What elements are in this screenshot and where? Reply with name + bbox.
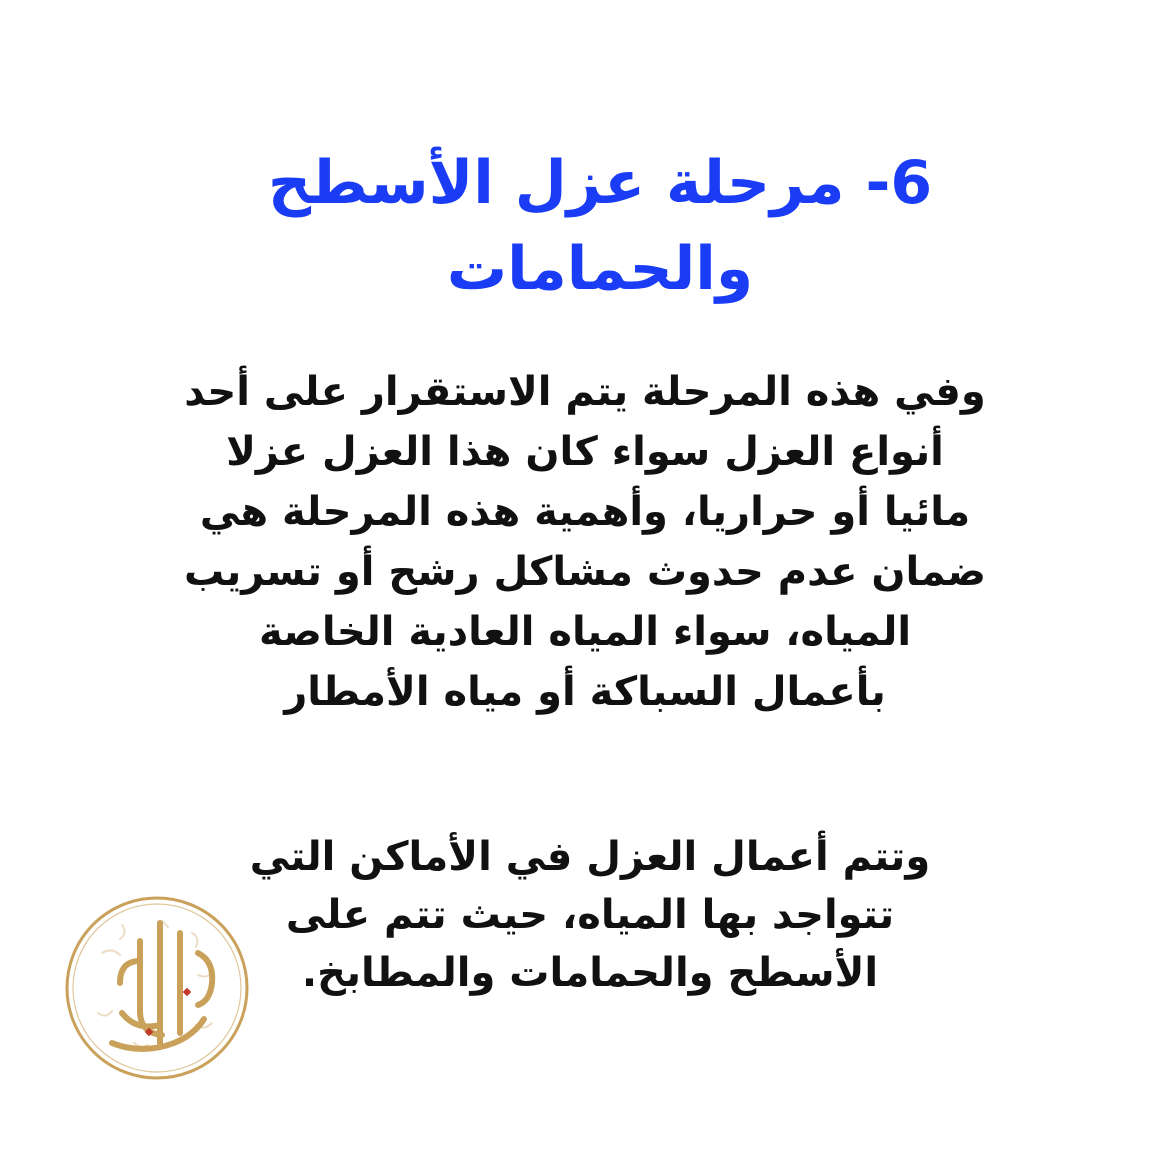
calligraphy-seal-icon [62,893,252,1083]
paragraph-main [130,362,1040,722]
paragraph-line: ضمان عدم حدوث مشاكل رشح أو تسريب [183,549,987,595]
title-line: 6- مرحلة عزل الأسطح [267,148,933,219]
paragraph-line: تتواجد بها المياه، حيث تتم على [285,892,895,938]
logo-graphic [62,893,252,1083]
paragraph-line: الأسطح والحمامات والمطابخ. [301,950,879,996]
paragraph-line: بأعمال السباكة أو مياه الأمطار [284,669,886,715]
title-line: والحمامات [446,234,754,305]
paragraph-line: المياه، سواء المياه العادية الخاصة [258,609,912,655]
page-title [250,140,950,312]
paragraph-line: وتتم أعمال العزل في الأماكن التي [249,834,931,880]
paragraph-line: مائيا أو حراريا، وأهمية هذه المرحلة هي [199,489,971,535]
paragraph-line: وفي هذه المرحلة يتم الاستقرار على أحد [184,369,986,415]
paragraph-secondary [230,828,950,1002]
paragraph-line: أنواع العزل سواء كان هذا العزل عزلا [226,429,944,475]
